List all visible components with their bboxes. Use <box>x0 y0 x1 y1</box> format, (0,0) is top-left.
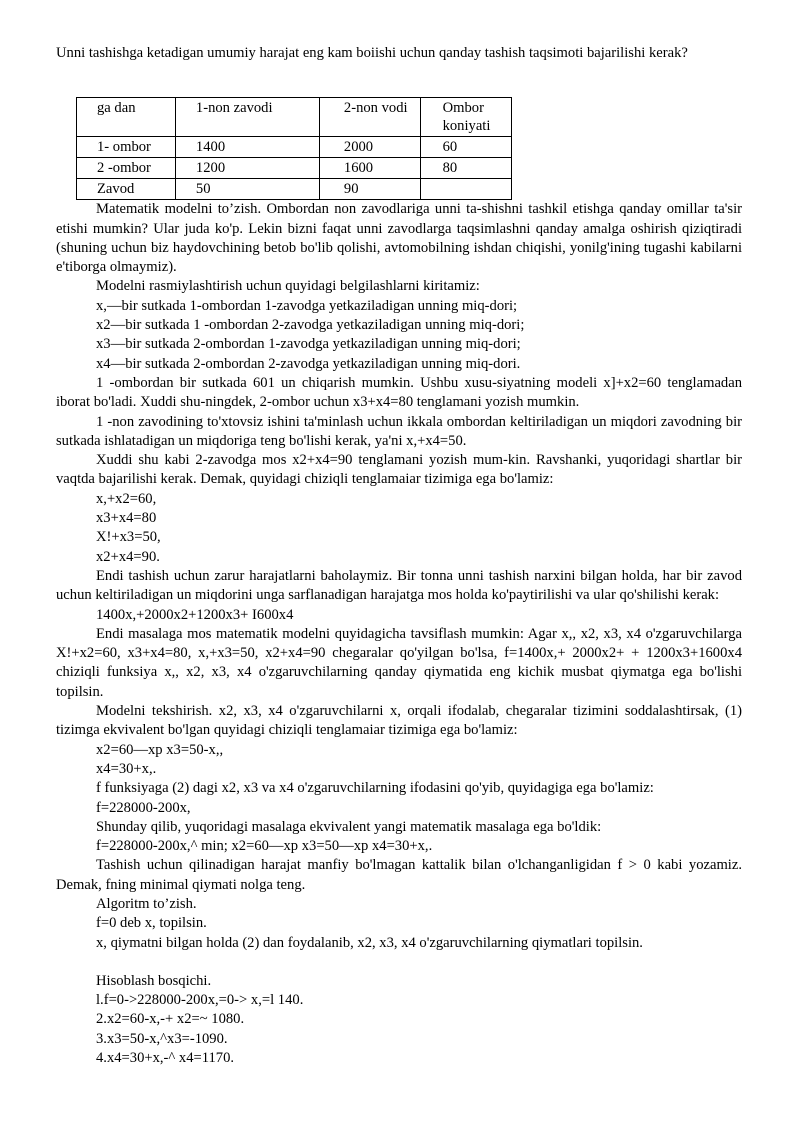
table-cell: 2 -ombor <box>77 158 176 179</box>
calculation-step: l.f=0->228000-200x,=0-> x,=l 140. <box>96 992 304 1009</box>
paragraph-model-building: Matematik modelni to’zish. Ombordan non zavodlariga unni ta-shishni tashkil etishga qanday omillar ta'sir etishi mumkin? Ular juda ko'p. Lekin bizni faqat unni zavodlarga taqsimlashni qanday amalga oshirish qiziqtiradi (shuning uchun biz haydovchining betob bo'lib qolishi, avtomobilning ishdan chiqishi, yonilg'ining tugashi kabilarni e'tiborga olmaymiz). <box>56 201 742 276</box>
equation-line: x2+x4=90. <box>96 548 160 565</box>
calculation-step: 4.x4=30+x,-^ x4=1170. <box>96 1050 235 1067</box>
table-cell: 1400 <box>175 137 319 158</box>
table-row <box>77 137 512 158</box>
paragraph-notation-intro: Modelni rasmiylashtirish uchun quyidagi belgilashlarni kiritamiz: <box>96 278 480 295</box>
table-cell: Zavod <box>77 179 176 200</box>
table-header-row <box>77 98 512 137</box>
table-cell: 2000 <box>319 137 420 158</box>
paragraph-model-check: Modelni tekshirish. x2, x3, x4 o'zgaruvchilarni x, orqali ifodalab, chegaralar tizimini soddalashtirsak, (1) tizimga ekvivalent bo'lgan quyidagi chiziqli tenglamaiar tizimiga ega bo'lamiz: <box>56 703 742 739</box>
table-cell: 50 <box>175 179 319 200</box>
table-header-cell: Ombor koniyati <box>420 98 511 137</box>
table-cell: 60 <box>420 137 511 158</box>
algorithm-step: x, qiymatni bilgan holda (2) dan foydalanib, x2, x3, x4 o'zgaruvchilarning qiymatlari topilsin. <box>96 934 643 951</box>
equation-line: f=228000-200x, <box>96 799 191 816</box>
paragraph-nonnegative-cost: Tashish uchun qilinadigan harajat manfiy bo'lmagan kattalik bilan o'lchanganligidan f > 0 kabi yozamiz. Demak, fning minimal qiymati nolga teng. <box>56 857 742 893</box>
spacer <box>56 953 742 972</box>
calculation-heading: Hisoblash bosqichi. <box>96 972 212 989</box>
paragraph-equivalent-problem: Shunday qilib, yuqoridagi masalaga ekvivalent yangi matematik masalaga ega bo'ldik: <box>96 818 602 835</box>
intro-paragraph: Unni tashishga ketadigan umumiy harajat eng kam boiishi uchun qanday tashish taqsimoti bajarilishi kerak? <box>56 45 688 61</box>
transport-table <box>76 97 512 200</box>
equation-line: x3+x4=80 <box>96 510 157 527</box>
table-cell: 1200 <box>175 158 319 179</box>
paragraph-cost-estimation: Endi tashish uchun zarur harajatlarni baholaymiz. Bir tonna unni tashish narxini bilgan holda, har bir zavod uchun keltiriladigan un miqdorini unga sarflanadigan harajatga mos holda ko'paytirilishi va ular qo'shilishi kerak: <box>56 567 742 604</box>
table-cell: 1- ombor <box>77 137 176 158</box>
cost-expression: 1400x,+2000x2+1200x3+ I600x4 <box>96 606 294 623</box>
table-header-cell: 2-non vodi <box>319 98 420 137</box>
algorithm-step: f=0 deb x, topilsin. <box>96 915 207 932</box>
paragraph-warehouse-constraints: 1 -ombordan bir sutkada 601 un chiqarish mumkin. Ushbu xusu-siyatning modeli x]+x2=60 tenglamadan iborat bo'ladi. Xuddi shu-ningdek, 2-ombor uchun x3+x4=80 tenglamani yozish mumkin. <box>56 374 742 411</box>
equation-line: X!+x3=50, <box>96 529 161 546</box>
document-page <box>56 44 742 1068</box>
calculation-step: 3.x3=50-x,^x3=-1090. <box>96 1030 228 1047</box>
definition-x3: x3—bir sutkada 2-ombordan 1-zavodga yetkaziladigan unning miq-dori; <box>96 336 521 353</box>
table-cell <box>420 179 511 200</box>
table-header-cell: ga dan <box>77 98 176 137</box>
equation-line: x2=60—xp x3=50-x,, <box>96 741 224 758</box>
algorithm-heading: Algoritm to’zish. <box>96 895 197 912</box>
table-cell: 1600 <box>319 158 420 179</box>
table-row <box>77 158 512 179</box>
paragraph-factory2-constraint: Xuddi shu kabi 2-zavodga mos x2+x4=90 tenglamani yozish mum-kin. Ravshanki, yuqoridagi shartlar bir vaqtda bajarilishi kerak. Demak, quyidagi chiziqli tenglamaiar tizimiga ega bo'lamiz: <box>56 452 742 488</box>
definition-x2: x2—bir sutkada 1 -ombordan 2-zavodga yetkaziladigan unning miq-dori; <box>96 317 525 334</box>
table-header-cell: 1-non zavodi <box>175 98 319 137</box>
table-row <box>77 179 512 200</box>
equation-line: x,+x2=60, <box>96 490 157 507</box>
paragraph-substitution: f funksiyaga (2) dagi x2, x3 va x4 o'zgaruvchilarning ifodasini qo'yib, quyidagiga ega bo'lamiz: <box>96 780 654 797</box>
paragraph-factory1-constraint: 1 -non zavodining to'xtovsiz ishini ta'minlash uchun ikkala ombordan keltiriladigan un miqdori zavodning bir sutkada ishlatadigan un miqdoriga teng bo'lishi kerak, ya'ni x,+x4=50. <box>56 413 742 449</box>
calculation-step: 2.x2=60-x,-+ x2=~ 1080. <box>96 1011 245 1028</box>
definition-x1: x,—bir sutkada 1-ombordan 1-zavodga yetkaziladigan unning miq-dori; <box>96 297 518 314</box>
paragraph-model-description: Endi masalaga mos matematik modelni quyidagicha tavsiflash mumkin: Agar x,, x2, x3, x4 o'zgaruvchilarga X!+x2=60, x3+x4=80, x,+x3=50, x2+x4=90 chegaralar qo'yilgan bo'lsa, f=1400x,+ 2000x2+ + 1200x3+1600x4 chiziqli funksiya x,, x2, x3, x4 o'zgaruvchilarning qanday qiymatida eng kichik musbat qiymatga ega bo'lishi topilsin. <box>56 625 742 700</box>
definition-x4: x4—bir sutkada 2-ombordan 2-zavodga yetkaziladigan unning miq-dori. <box>96 355 521 372</box>
equation-line: f=228000-200x,^ min; x2=60—xp x3=50—xp x4=30+x,. <box>96 838 433 855</box>
table-cell: 90 <box>319 179 420 200</box>
table-cell: 80 <box>420 158 511 179</box>
equation-line: x4=30+x,. <box>96 760 157 777</box>
